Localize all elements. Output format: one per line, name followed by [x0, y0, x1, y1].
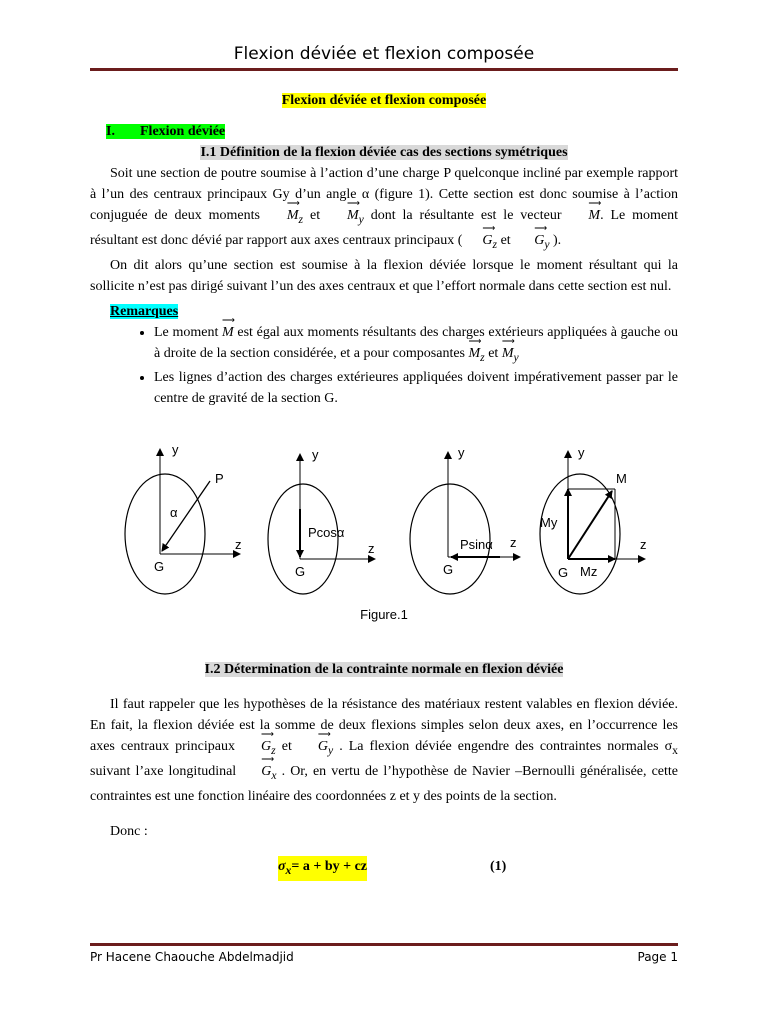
footer-page-number: Page 1 [637, 950, 678, 964]
doc-title-text: Flexion déviée et flexion composée [281, 93, 487, 108]
header-rule [90, 68, 678, 71]
page-content [90, 90, 678, 880]
paragraph-2: On dit alors qu’une section est soumise à la flexion déviée lorsque le moment résultant qui la sollicite n’est pas dirigé suivant l’un des axes centraux et que l’effort normale dans cette section est nul. [90, 257, 678, 294]
remark-item: • Les lignes d’action des charges extérieures appliquées doivent impérativement passer par le centre de gravité de la section G. [154, 367, 678, 409]
svg-text:z: z [510, 535, 517, 551]
svg-text:y: y [458, 445, 465, 461]
section-number: I. [106, 124, 115, 139]
svg-text:G: G [443, 562, 454, 578]
footer-author: Pr Hacene Chaouche Abdelmadjid [90, 950, 294, 964]
section-label: Flexion déviée [140, 124, 226, 139]
paragraph-3: Il faut rappeler que les hypothèses de la résistance des matériaux restent valables en flexion déviée. En fait, la flexion déviée est la somme de deux flexions simples selon deux axes, en l’occurrence les axes centraux principaux ⟶ $G_z$ et ⟶ $G_y$ . La flexion déviée engendre des contraintes normales $\sigma_x$ suivant l’axe longitudinal ⟶ $G_x$ . Or, en vertu de l’hypothèse de Navier –Bernoulli généralisée, cette contraintes est une fonction linéaire des coordonnées z et y des points de la section. [90, 694, 678, 807]
section-heading [106, 121, 678, 142]
formula-1 [90, 856, 678, 880]
svg-text:M: M [616, 471, 627, 487]
svg-text:G: G [295, 564, 306, 580]
svg-text:y: y [312, 447, 319, 463]
subsection-1-title [90, 142, 678, 163]
svg-text:z: z [235, 537, 242, 553]
formula-expression: $\sigma_x= a$ + by + cz [278, 856, 367, 881]
svg-text:G: G [558, 565, 569, 581]
formula-number: (1) [490, 858, 507, 874]
svg-text:α: α [170, 505, 178, 521]
remarks-list [90, 322, 678, 410]
vector-my: ⟶ $M_y$ [327, 205, 364, 230]
vector-gy: ⟶ $G_y$ [514, 230, 549, 255]
svg-text:z: z [640, 537, 647, 553]
subsection-1-text: I.1 Définition de la flexion déviée cas des sections symétriques [200, 145, 568, 160]
paragraph-1: Soit une section de poutre soumise à l’action d’une charge P quelconque incliné par exemple rapport à l’un des centraux principaux Gy d’un angle α (figure 1). Cette section est donc soumise à l’action conjuguée de deux moments ⟶ $M_z$ et ⟶ $M_y$ dont la résultante est le vecteur ⟶ M. Le moment résultant est donc dévié par rapport aux axes centraux principaux (⟶ $G_z$ et ⟶ $G_y$ ). [90, 163, 678, 255]
figure-diagram [90, 439, 678, 599]
donc-label: Donc : [110, 823, 148, 839]
svg-text:G: G [154, 559, 165, 575]
vector-gz: ⟶ $G_z$ [462, 230, 497, 255]
vector-my: ⟶ $M_y$ [502, 343, 519, 368]
subsection-2-text: I.2 Détermination de la contrainte normale en flexion déviée [204, 662, 564, 678]
doc-title [90, 90, 678, 111]
footer-rule [90, 943, 678, 946]
diagram-3 [410, 445, 520, 594]
vector-m: ⟶ M [568, 205, 600, 226]
svg-text:y: y [578, 445, 585, 461]
diagram-1 [125, 442, 242, 594]
svg-text:P: P [215, 471, 224, 487]
diagram-4 [540, 445, 647, 594]
svg-text:My: My [540, 515, 558, 531]
figure-caption: Figure.1 [360, 607, 408, 623]
subsection-2-title [90, 659, 678, 680]
figure-1 [90, 439, 678, 639]
diagram-2 [268, 447, 375, 594]
vector-gx: ⟶ $G_x$ [241, 761, 276, 786]
svg-text:Mz: Mz [580, 564, 598, 580]
running-header: Flexion déviée et flexion composée [233, 44, 535, 64]
vector-gz: ⟶ $G_z$ [241, 736, 276, 761]
vector-m: ⟶ M [222, 322, 234, 343]
remarks-title-text: Remarques [110, 303, 179, 319]
svg-text:Psinα: Psinα [460, 537, 493, 553]
svg-text:y: y [172, 442, 179, 458]
remark-item: • Le moment ⟶ M est égal aux moments résultants des charges extérieurs appliquées à gauche ou à droite de la section considérée, et a pour composantes ⟶ $M_z$ et ⟶ $M_y$ [154, 322, 678, 368]
vector-gy: ⟶ $G_y$ [298, 736, 333, 761]
svg-text:Pcosα: Pcosα [308, 525, 345, 541]
vector-mz: ⟶ $M_z$ [267, 205, 303, 230]
remarks-title [110, 301, 678, 322]
vector-mz: ⟶ $M_z$ [469, 343, 485, 368]
svg-text:z: z [368, 541, 375, 557]
